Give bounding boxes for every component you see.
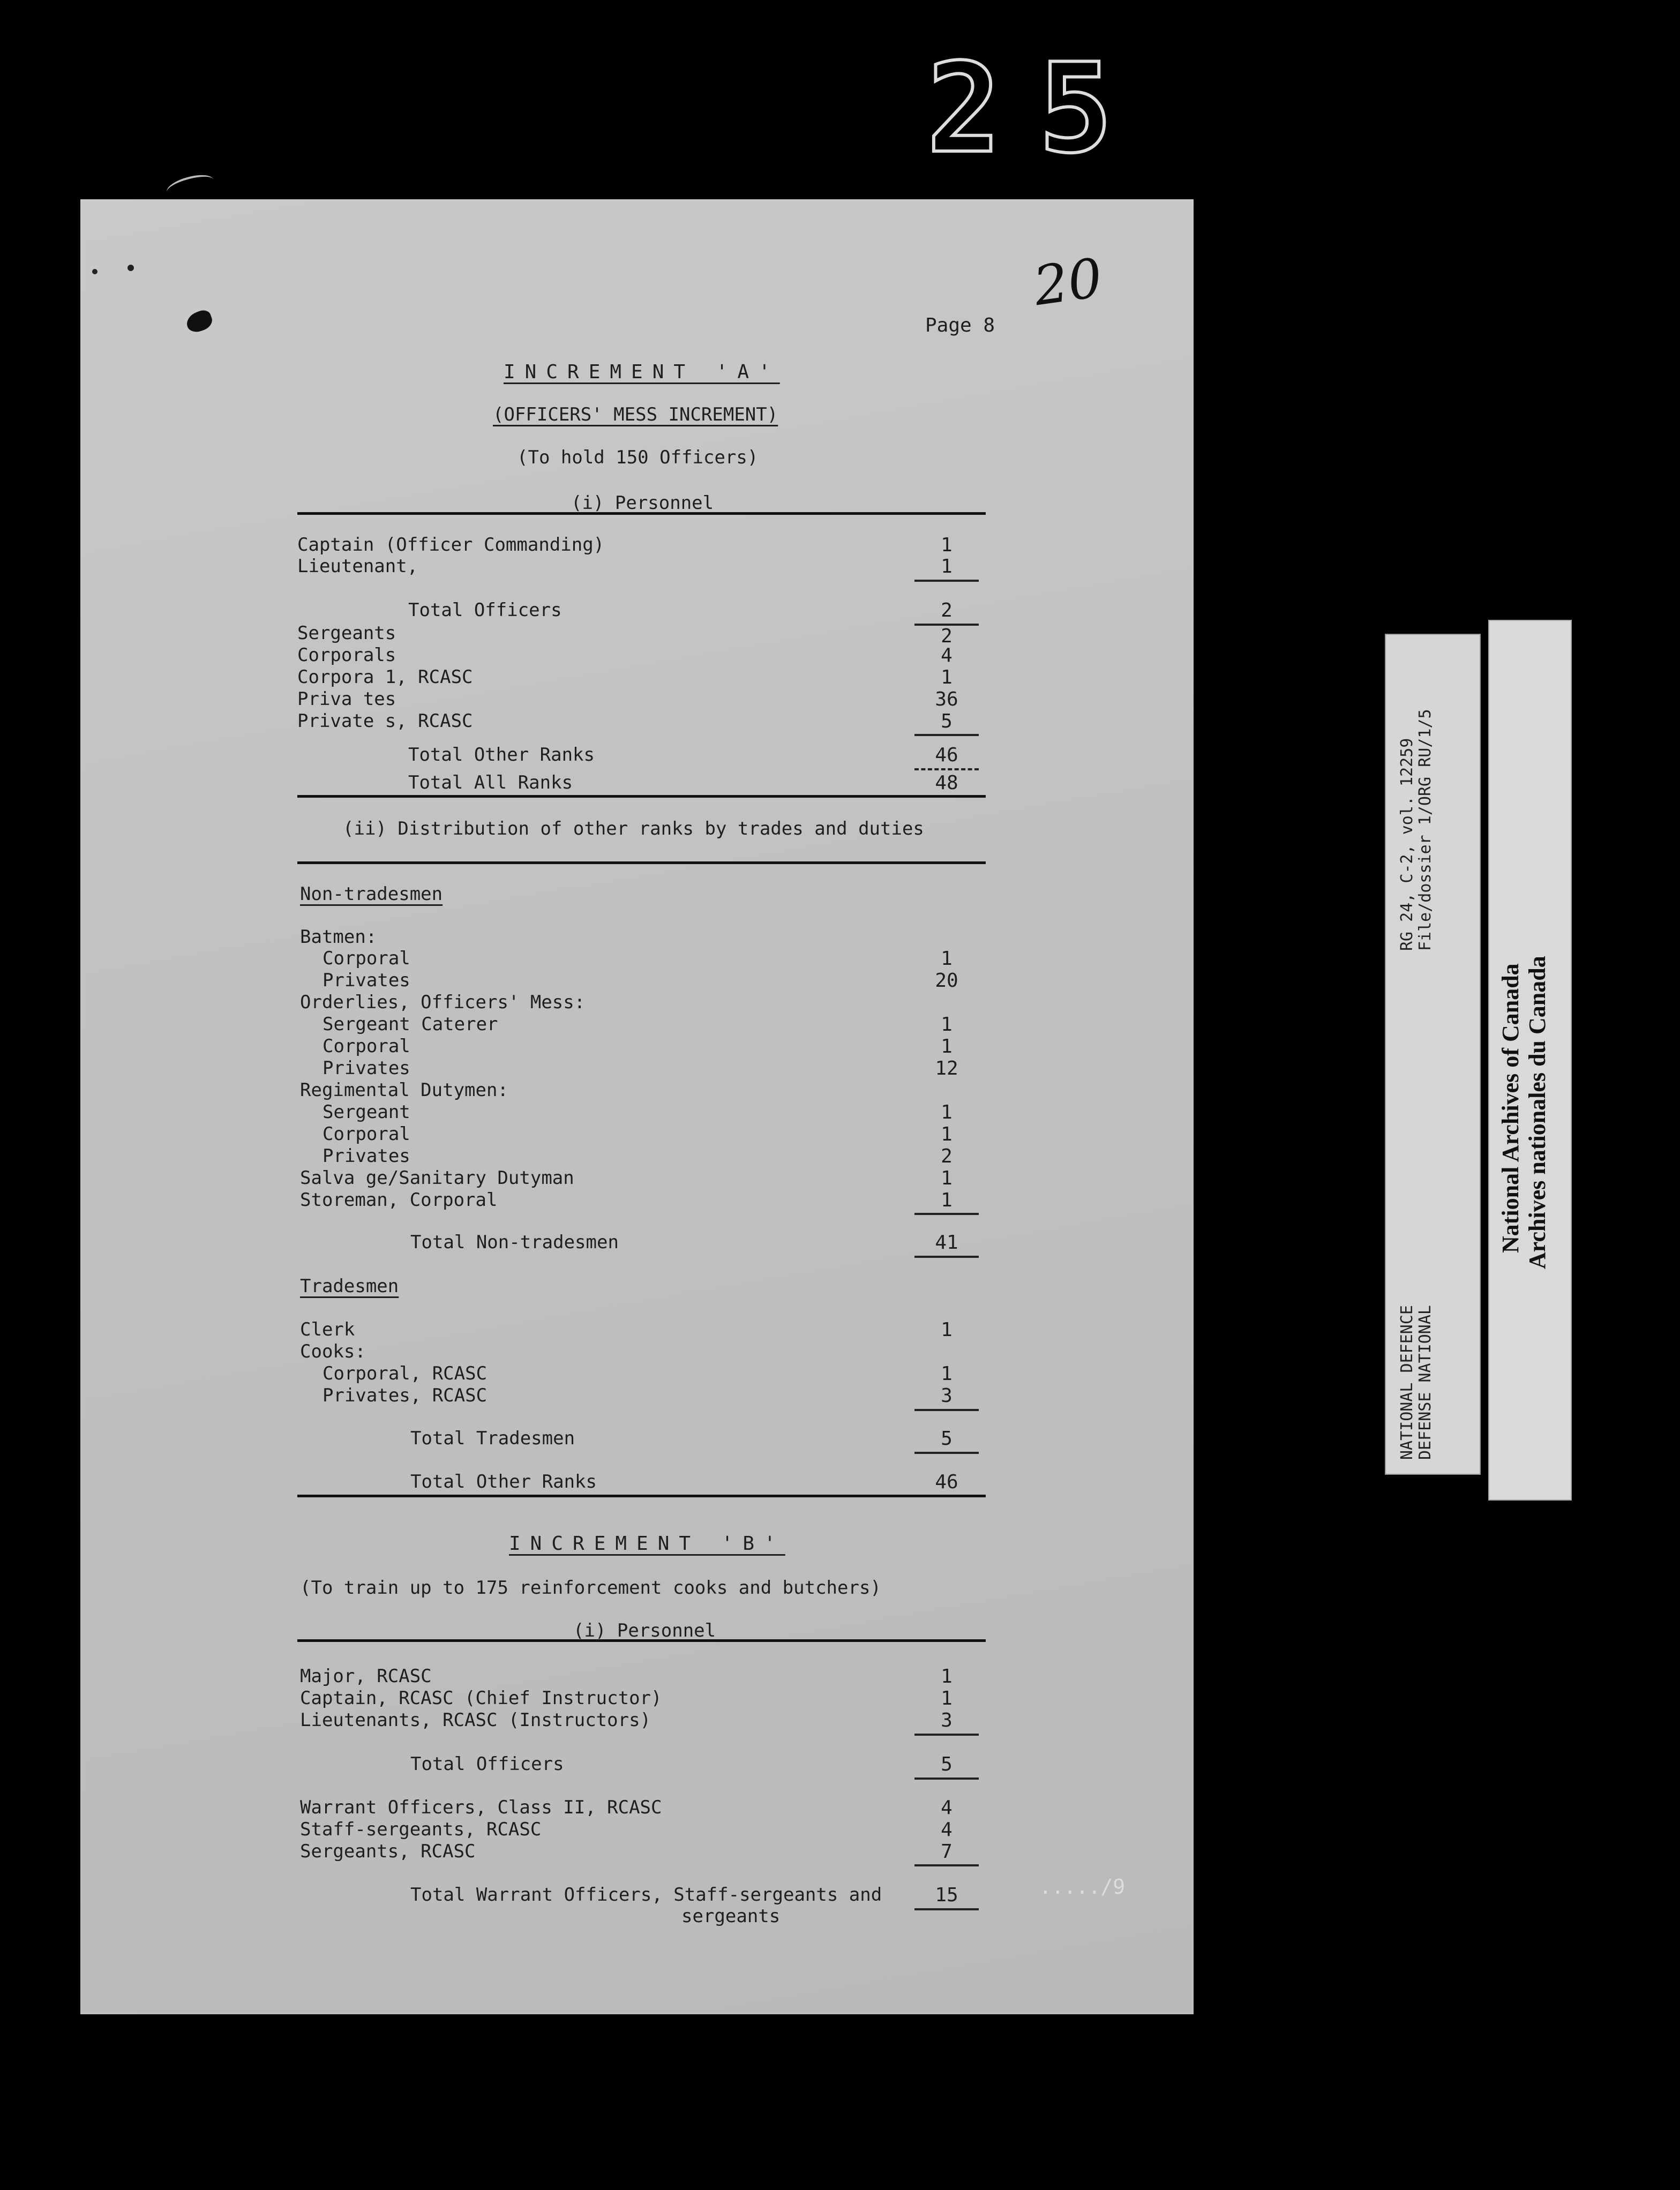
personnel-label: Staff-sergeants, RCASC bbox=[300, 1819, 542, 1840]
subtotal-rule bbox=[914, 1734, 979, 1736]
personnel-total-count: 15 bbox=[935, 1884, 958, 1906]
increment-b-personnel-heading: (i) Personnel bbox=[573, 1620, 716, 1641]
trade-total-count: 5 bbox=[941, 1428, 952, 1450]
trade-total-label: Total Other Ranks bbox=[410, 1471, 597, 1492]
subtotal-rule bbox=[914, 1908, 979, 1910]
personnel-label: Sergeants, RCASC bbox=[300, 1841, 476, 1862]
personnel-count: 1 bbox=[941, 556, 952, 578]
duty-total-count: 41 bbox=[935, 1232, 958, 1254]
personnel-total-count: 48 bbox=[935, 772, 958, 794]
personnel-count: 4 bbox=[941, 644, 952, 666]
personnel-label: Lieutenants, RCASC (Instructors) bbox=[300, 1709, 651, 1731]
section-rule bbox=[297, 795, 986, 798]
trade-label: Clerk bbox=[300, 1319, 355, 1340]
personnel-count: 36 bbox=[935, 688, 958, 710]
duty-count: 1 bbox=[941, 948, 952, 970]
duty-group-label: Regimental Dutymen: bbox=[300, 1079, 508, 1101]
duty-label: Privates bbox=[322, 1058, 410, 1079]
ink-blot bbox=[184, 308, 214, 335]
reference-line: File/dossier 1/ORG RU/1/5 bbox=[1416, 709, 1435, 951]
personnel-label: Private s, RCASC bbox=[297, 710, 473, 732]
section-rule bbox=[297, 1639, 986, 1642]
duty-count: 1 bbox=[941, 1167, 952, 1189]
trade-count: 1 bbox=[941, 1363, 952, 1385]
section-rule bbox=[297, 1495, 986, 1497]
personnel-total-label: Total Officers bbox=[408, 599, 562, 621]
personnel-count: 5 bbox=[941, 710, 952, 732]
archive-name-fr: Archives nationales du Canada bbox=[1524, 956, 1550, 1269]
trade-total-count: 46 bbox=[935, 1471, 958, 1493]
trade-count: 3 bbox=[941, 1385, 952, 1407]
duty-group-label: Orderlies, Officers' Mess: bbox=[300, 992, 586, 1013]
personnel-total-label-cont: sergeants bbox=[681, 1906, 781, 1927]
increment-a-capacity: (To hold 150 Officers) bbox=[517, 447, 759, 468]
subtotal-rule bbox=[914, 1864, 979, 1866]
archive-card bbox=[1488, 620, 1572, 1501]
department-line: DEFENSE NATIONAL bbox=[1416, 1305, 1435, 1460]
duty-label: Sergeant bbox=[322, 1101, 410, 1123]
personnel-count: 7 bbox=[941, 1841, 952, 1863]
duty-count: 12 bbox=[935, 1058, 958, 1079]
duty-count: 2 bbox=[941, 1145, 952, 1167]
personnel-label: Major, RCASC bbox=[300, 1666, 432, 1687]
personnel-label: Corporals bbox=[297, 644, 396, 666]
archive-reference-strip bbox=[1385, 634, 1481, 1475]
distribution-heading: (ii) Distribution of other ranks by trades and duties bbox=[343, 818, 924, 839]
duty-label: Storeman, Corporal bbox=[300, 1189, 498, 1211]
duty-label: Corporal bbox=[322, 1036, 410, 1057]
duty-count: 1 bbox=[941, 1101, 952, 1123]
continuation-marker: ...../9 bbox=[1039, 1875, 1126, 1899]
subtotal-rule bbox=[914, 1256, 979, 1258]
personnel-count: 1 bbox=[941, 534, 952, 556]
personnel-label: Warrant Officers, Class II, RCASC bbox=[300, 1797, 662, 1818]
tradesmen-heading: Tradesmen bbox=[300, 1276, 399, 1297]
personnel-count: 4 bbox=[941, 1797, 952, 1819]
punch-hole bbox=[92, 269, 98, 274]
trade-total-label: Total Tradesmen bbox=[410, 1428, 575, 1449]
personnel-count: 3 bbox=[941, 1709, 952, 1731]
personnel-count: 2 bbox=[941, 625, 952, 647]
document-page bbox=[80, 199, 1194, 2014]
personnel-total-count: 5 bbox=[941, 1753, 952, 1775]
trade-group-label: Cooks: bbox=[300, 1341, 366, 1362]
trade-label: Corporal, RCASC bbox=[322, 1363, 488, 1384]
duty-count: 1 bbox=[941, 1123, 952, 1145]
duty-count: 20 bbox=[935, 970, 958, 992]
increment-a-personnel-heading: (i) Personnel bbox=[571, 492, 714, 514]
archive-name: National Archives of Canada bbox=[1497, 963, 1524, 1253]
personnel-count: 4 bbox=[941, 1819, 952, 1841]
subtotal-rule bbox=[914, 1778, 979, 1780]
personnel-label: Captain, RCASC (Chief Instructor) bbox=[300, 1688, 662, 1709]
increment-a-subtitle: (OFFICERS' MESS INCREMENT) bbox=[493, 404, 778, 425]
punch-hole bbox=[128, 265, 134, 271]
duty-total-label: Total Non-tradesmen bbox=[410, 1232, 619, 1253]
duty-label: Privates bbox=[322, 1145, 410, 1167]
personnel-label: Corpora 1, RCASC bbox=[297, 666, 473, 688]
frame-number: 25 bbox=[927, 38, 1150, 181]
duty-label: Corporal bbox=[322, 948, 410, 969]
personnel-count: 1 bbox=[941, 1666, 952, 1688]
personnel-total-label: Total Other Ranks bbox=[408, 744, 595, 766]
personnel-total-label: Total All Ranks bbox=[408, 772, 573, 793]
personnel-count: 1 bbox=[941, 666, 952, 688]
subtotal-rule bbox=[914, 580, 979, 582]
pen-tick-mark bbox=[164, 171, 216, 201]
personnel-label: Priva tes bbox=[297, 688, 396, 710]
duty-count: 1 bbox=[941, 1036, 952, 1058]
duty-label: Sergeant Caterer bbox=[322, 1014, 498, 1035]
duty-count: 1 bbox=[941, 1189, 952, 1211]
trade-label: Privates, RCASC bbox=[322, 1385, 488, 1406]
personnel-label: Lieutenant, bbox=[297, 556, 418, 577]
personnel-total-label: Total Warrant Officers, Staff-sergeants and bbox=[410, 1884, 882, 1906]
trade-count: 1 bbox=[941, 1319, 952, 1341]
increment-b-purpose: (To train up to 175 reinforcement cooks and butchers) bbox=[300, 1577, 881, 1599]
duty-group-label: Batmen: bbox=[300, 926, 377, 948]
personnel-count: 1 bbox=[941, 1688, 952, 1709]
reference-line: RG 24, C-2, vol. 12259 bbox=[1398, 738, 1416, 951]
subtotal-rule bbox=[914, 734, 979, 736]
increment-b-title: INCREMENT 'B' bbox=[509, 1533, 785, 1555]
personnel-total-count: 2 bbox=[941, 599, 952, 621]
personnel-label: Captain (Officer Commanding) bbox=[297, 534, 605, 556]
department-line: NATIONAL DEFENCE bbox=[1398, 1305, 1416, 1460]
page-number: Page 8 bbox=[925, 314, 995, 336]
duty-label: Corporal bbox=[322, 1123, 410, 1145]
subtotal-rule bbox=[914, 1213, 979, 1215]
subtotal-rule bbox=[914, 1452, 979, 1454]
section-rule bbox=[297, 512, 986, 515]
duty-count: 1 bbox=[941, 1014, 952, 1036]
personnel-total-count: 46 bbox=[935, 744, 958, 766]
increment-a-title: INCREMENT 'A' bbox=[504, 361, 780, 383]
subtotal-rule bbox=[914, 1409, 979, 1411]
non-tradesmen-heading: Non-tradesmen bbox=[300, 883, 443, 905]
subtotal-rule bbox=[914, 768, 979, 770]
duty-label: Salva ge/Sanitary Dutyman bbox=[300, 1167, 574, 1189]
handwritten-folio: 20 bbox=[1030, 246, 1106, 318]
section-rule bbox=[297, 861, 986, 864]
duty-label: Privates bbox=[322, 970, 410, 991]
personnel-label: Sergeants bbox=[297, 622, 396, 644]
personnel-total-label: Total Officers bbox=[410, 1753, 564, 1775]
